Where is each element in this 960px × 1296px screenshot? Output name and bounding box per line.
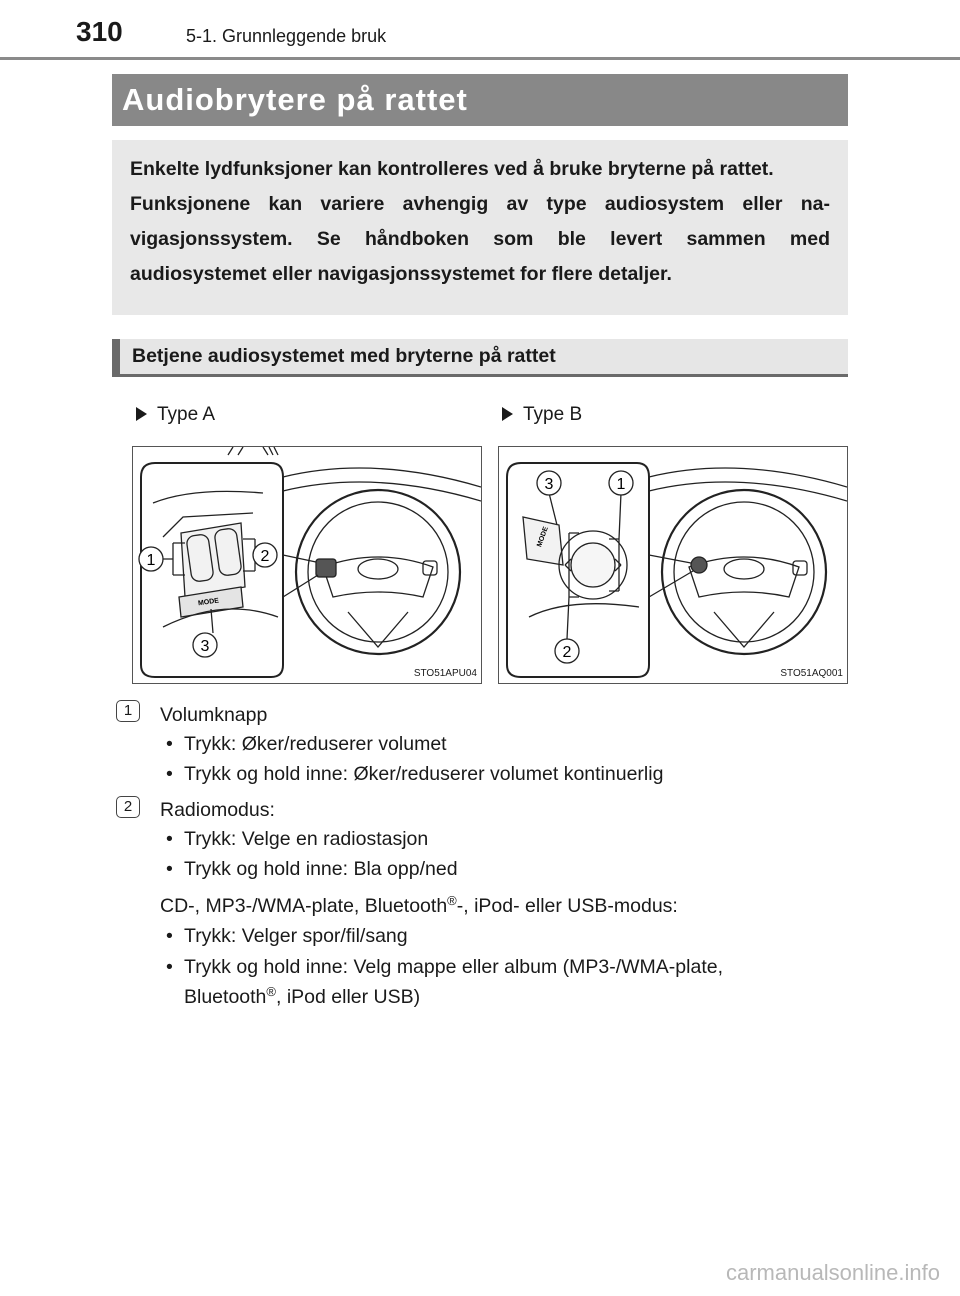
mode-button-label: MODE bbox=[536, 525, 550, 549]
list-item: • Trykk: Øker/reduserer volumet bbox=[166, 733, 447, 755]
type-b-label: Type B bbox=[502, 404, 582, 426]
intro-box bbox=[112, 140, 848, 315]
item-title: Volumknapp bbox=[160, 704, 268, 726]
intro-paragraph-2: Funksjonene kan variere avhengig av type audiosystem eller navigasjonssystem. Se håndboken som ble levert sammen med audiosystemet eller navigasjonssystemet for flere detaljer. bbox=[130, 193, 830, 285]
item-number-badge: 2 bbox=[116, 796, 140, 818]
section-breadcrumb: 5-1. Grunnleggende bruk bbox=[186, 26, 387, 46]
list-item: • Trykk og hold inne: Velg mappe eller album (MP3-/WMA-plate, Bluetooth®, iPod eller USB) bbox=[166, 956, 724, 1008]
triangle-bullet-icon bbox=[136, 407, 147, 421]
figure-code: STO51AQ001 bbox=[780, 668, 843, 679]
callout-1: 1 bbox=[616, 476, 626, 493]
intro-paragraph-1: Enkelte lydfunksjoner kan kontrolleres ved å bruke bryterne på rattet. bbox=[130, 158, 774, 180]
list-item: • Trykk og hold inne: Øker/reduserer volumet kontinuerlig bbox=[166, 763, 664, 785]
page-number: 310 bbox=[76, 16, 123, 47]
callout-1: 1 bbox=[146, 552, 156, 569]
type-a-label: Type A bbox=[136, 404, 215, 426]
watermark: carmanualsonline.info bbox=[725, 1260, 940, 1285]
callout-3: 3 bbox=[200, 638, 210, 655]
triangle-bullet-icon bbox=[502, 407, 513, 421]
item-title: Radiomodus: bbox=[160, 799, 275, 821]
callout-3: 3 bbox=[544, 476, 554, 493]
header-divider bbox=[0, 57, 960, 60]
section-subheading: Betjene audiosystemet med bryterne på rattet bbox=[112, 339, 848, 377]
steering-wheel-illustration-a bbox=[133, 447, 482, 684]
list-item: • Trykk: Velger spor/fil/sang bbox=[166, 925, 408, 947]
list-item: • Trykk og hold inne: Bla opp/ned bbox=[166, 858, 458, 880]
item-number-badge: 1 bbox=[116, 700, 140, 722]
callout-2: 2 bbox=[562, 644, 572, 661]
figure-type-a bbox=[132, 446, 482, 684]
item-subtitle: CD-, MP3-/WMA-plate, Bluetooth®-, iPod- eller USB-modus: bbox=[160, 893, 678, 917]
figure-type-b bbox=[498, 446, 848, 684]
list-item: • Trykk: Velge en radiostasjon bbox=[166, 828, 429, 850]
steering-wheel-illustration-b bbox=[499, 447, 848, 684]
figure-code: STO51APU04 bbox=[413, 668, 477, 679]
callout-2: 2 bbox=[260, 548, 270, 565]
page-title: Audiobrytere på rattet bbox=[112, 74, 848, 126]
mode-button-label: MODE bbox=[197, 597, 220, 608]
